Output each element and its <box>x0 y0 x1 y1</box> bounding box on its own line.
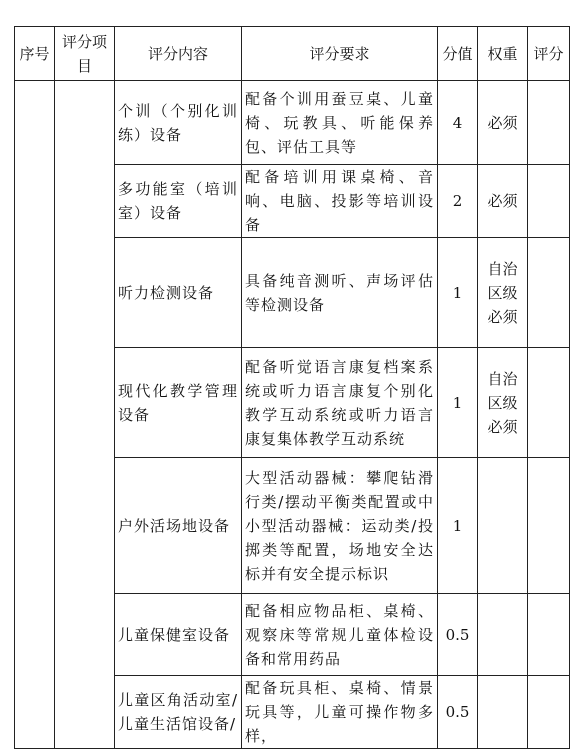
content-cell: 听力检测设备 <box>115 238 242 348</box>
content-cell: 儿童保健室设备 <box>115 594 242 676</box>
score-cell: 1 <box>438 458 478 594</box>
requirement-cell: 配备相应物品柜、桌椅、观察床等常规儿童体检设备和常用药品 <box>242 594 438 676</box>
header-score: 分值 <box>438 27 478 81</box>
weight-cell <box>478 458 528 594</box>
header-content: 评分内容 <box>115 27 242 81</box>
requirement-cell: 配备培训用课桌椅、音响、电脑、投影等培训设备 <box>242 165 438 238</box>
requirement-cell: 配备玩具柜、桌椅、情景玩具等，儿童可操作物多样， <box>242 676 438 749</box>
score-cell: 1 <box>438 348 478 458</box>
content-cell: 多功能室（培训室）设备 <box>115 165 242 238</box>
rating-cell[interactable] <box>528 458 570 594</box>
score-cell: 0.5 <box>438 594 478 676</box>
requirement-cell: 大型活动器械：攀爬钻滑行类/摆动平衡类配置或中小型活动器械：运动类/投掷类等配置，场地安全达标并有安全提示标识 <box>242 458 438 594</box>
weight-cell: 自治区级必须 <box>478 348 528 458</box>
rating-cell[interactable] <box>528 594 570 676</box>
rating-cell[interactable] <box>528 81 570 165</box>
header-seq: 序号 <box>15 27 55 81</box>
score-cell: 0.5 <box>438 676 478 749</box>
weight-cell: 自治区级必须 <box>478 238 528 348</box>
weight-cell: 必须 <box>478 165 528 238</box>
score-cell: 2 <box>438 165 478 238</box>
table-row <box>15 81 570 165</box>
requirement-cell: 配备听觉语言康复档案系统或听力语言康复个别化教学互动系统或听力语言康复集体教学互动系统 <box>242 348 438 458</box>
weight-cell: 必须 <box>478 81 528 165</box>
seq-cell <box>15 81 55 749</box>
rating-cell[interactable] <box>528 676 570 749</box>
requirement-cell: 配备个训用蚕豆桌、儿童椅、玩教具、听能保养包、评估工具等 <box>242 81 438 165</box>
content-cell: 户外活场地设备 <box>115 458 242 594</box>
content-cell: 儿童区角活动室/儿童生活馆设备/ <box>115 676 242 749</box>
score-cell: 1 <box>438 238 478 348</box>
rating-cell[interactable] <box>528 165 570 238</box>
item-cell <box>55 81 115 749</box>
header-requirement: 评分要求 <box>242 27 438 81</box>
rating-cell[interactable] <box>528 238 570 348</box>
table-header-row <box>15 27 570 81</box>
header-rating: 评分 <box>528 27 570 81</box>
content-cell: 现代化教学管理设备 <box>115 348 242 458</box>
header-weight: 权重 <box>478 27 528 81</box>
rating-cell[interactable] <box>528 348 570 458</box>
header-item: 评分项目 <box>55 27 115 81</box>
content-cell: 个训（个别化训练）设备 <box>115 81 242 165</box>
requirement-cell: 具备纯音测听、声场评估等检测设备 <box>242 238 438 348</box>
weight-cell <box>478 594 528 676</box>
score-cell: 4 <box>438 81 478 165</box>
weight-cell <box>478 676 528 749</box>
scoring-table <box>14 26 570 749</box>
